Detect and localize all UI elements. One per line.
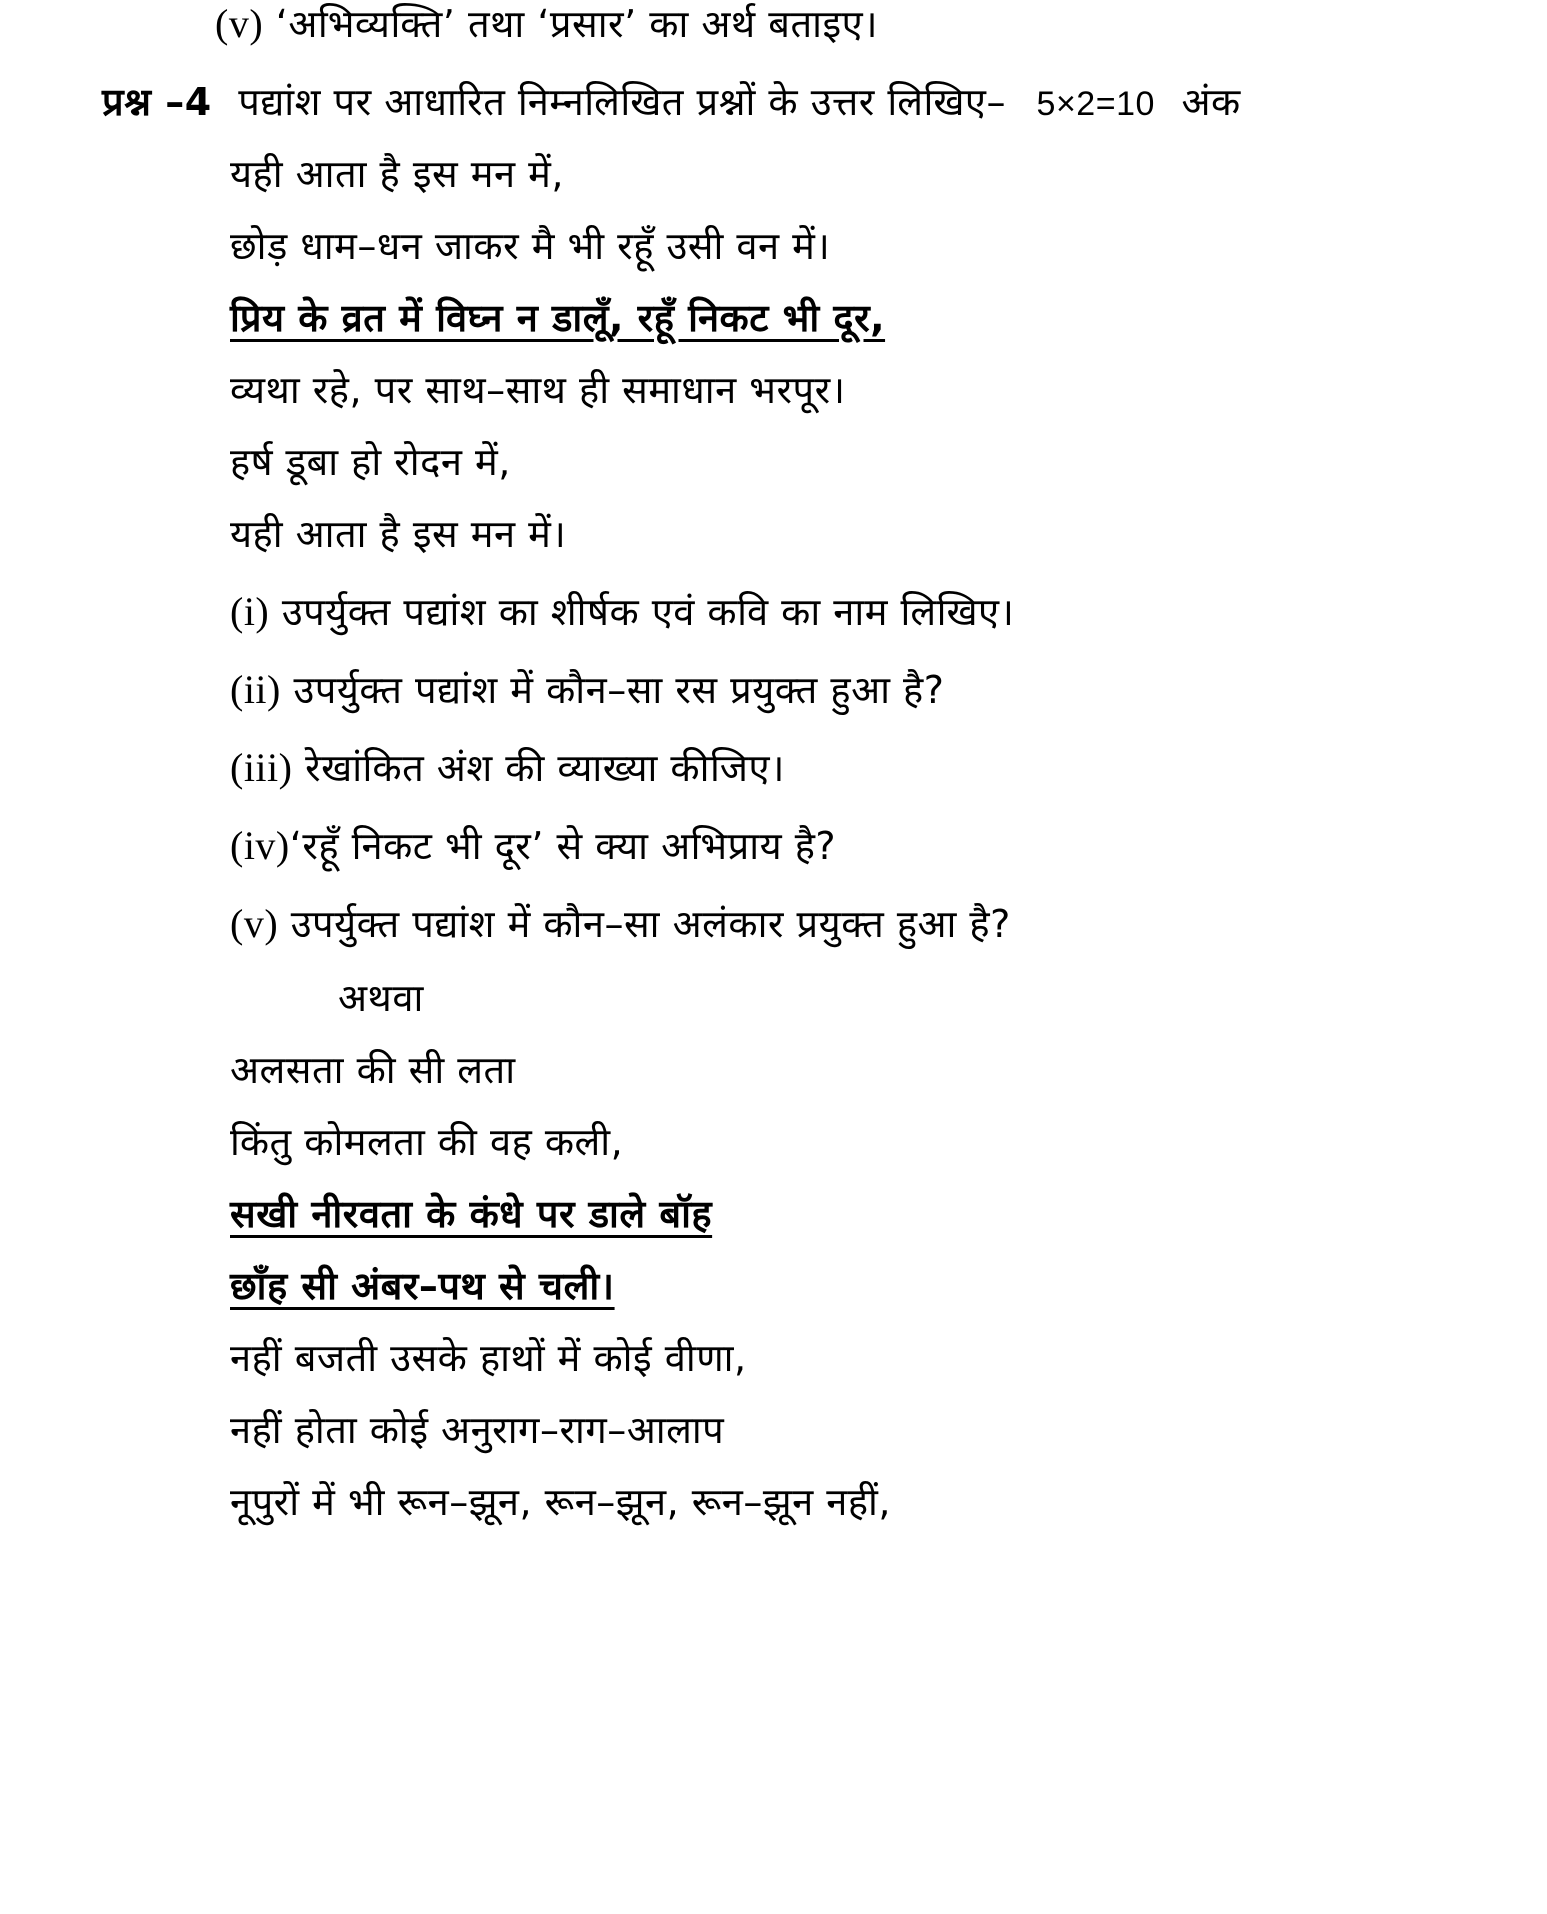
subquestion-text: उपर्युक्त पद्यांश में कौन–सा अलंकार प्रयुक्त हुआ है?: [290, 902, 1011, 946]
passage-1-line: हर्ष डूबा हो रोदन में,: [230, 440, 511, 484]
subquestion-number: (v): [230, 901, 279, 946]
or-separator: अथवा: [338, 976, 424, 1020]
subquestion-number: (iii): [230, 745, 293, 790]
subquestion-text: उपर्युक्त पद्यांश में कौन–सा रस प्रयुक्त हुआ है?: [293, 668, 945, 712]
passage-1-line: छोड़ धाम–धन जाकर मै भी रहूँ उसी वन में।: [230, 224, 831, 268]
question-4-heading: [102, 78, 1241, 128]
passage-1-line: यही आता है इस मन में,: [230, 152, 564, 196]
passage-1-line: व्यथा रहे, पर साथ–साथ ही समाधान भरपूर।: [230, 368, 846, 412]
subquestion-iii: [230, 744, 785, 792]
subquestion-text: ‘अभिव्यक्ति’ तथा ‘प्रसार’ का अर्थ बताइए।: [275, 2, 879, 46]
passage-1-line: यही आता है इस मन में।: [230, 512, 567, 556]
question-marks: 5×2=10: [1036, 85, 1155, 123]
subquestion-ii: [230, 666, 944, 714]
subquestion-number: (iv): [230, 823, 290, 868]
subquestion-text: रेखांकित अंश की व्याख्या कीजिए।: [305, 746, 785, 790]
passage-2-line: नूपुरों में भी रून–झून, रून–झून, रून–झून नहीं,: [230, 1480, 891, 1524]
passage-2-line: किंतु कोमलता की वह कली,: [230, 1120, 624, 1164]
question-label: प्रश्न –4: [102, 80, 212, 124]
passage-2-line-underlined: छाँह सी अंबर–पथ से चली।: [230, 1264, 615, 1308]
passage-2-line: नहीं बजती उसके हाथों में कोई वीणा,: [230, 1336, 747, 1380]
subquestion-number: (i): [230, 589, 270, 634]
question-instruction: पद्यांश पर आधारित निम्नलिखित प्रश्नों के उत्तर लिखिए–: [238, 80, 1006, 124]
question-marks-unit: अंक: [1181, 80, 1241, 124]
subquestion-iv: [230, 822, 836, 870]
subquestion-v: [230, 900, 1011, 948]
passage-2-line: अलसता की सी लता: [230, 1048, 516, 1092]
subquestion-text: ‘रहूँ निकट भी दूर’ से क्या अभिप्राय है?: [289, 824, 837, 868]
subquestion-number: (v): [215, 1, 264, 46]
subquestion-text: उपर्युक्त पद्यांश का शीर्षक एवं कवि का नाम लिखिए।: [281, 590, 1015, 634]
passage-2-line-underlined: सखी नीरवता के कंधे पर डाले बॉह: [230, 1192, 713, 1236]
subquestion-i: [230, 588, 1014, 636]
prev-subquestion-v: [215, 0, 878, 48]
subquestion-number: (ii): [230, 667, 281, 712]
passage-2-line: नहीं होता कोई अनुराग–राग–आलाप: [230, 1408, 725, 1452]
passage-1-line-underlined: प्रिय के व्रत में विघ्न न डालूँ, रहूँ निकट भी दूर,: [230, 296, 886, 340]
